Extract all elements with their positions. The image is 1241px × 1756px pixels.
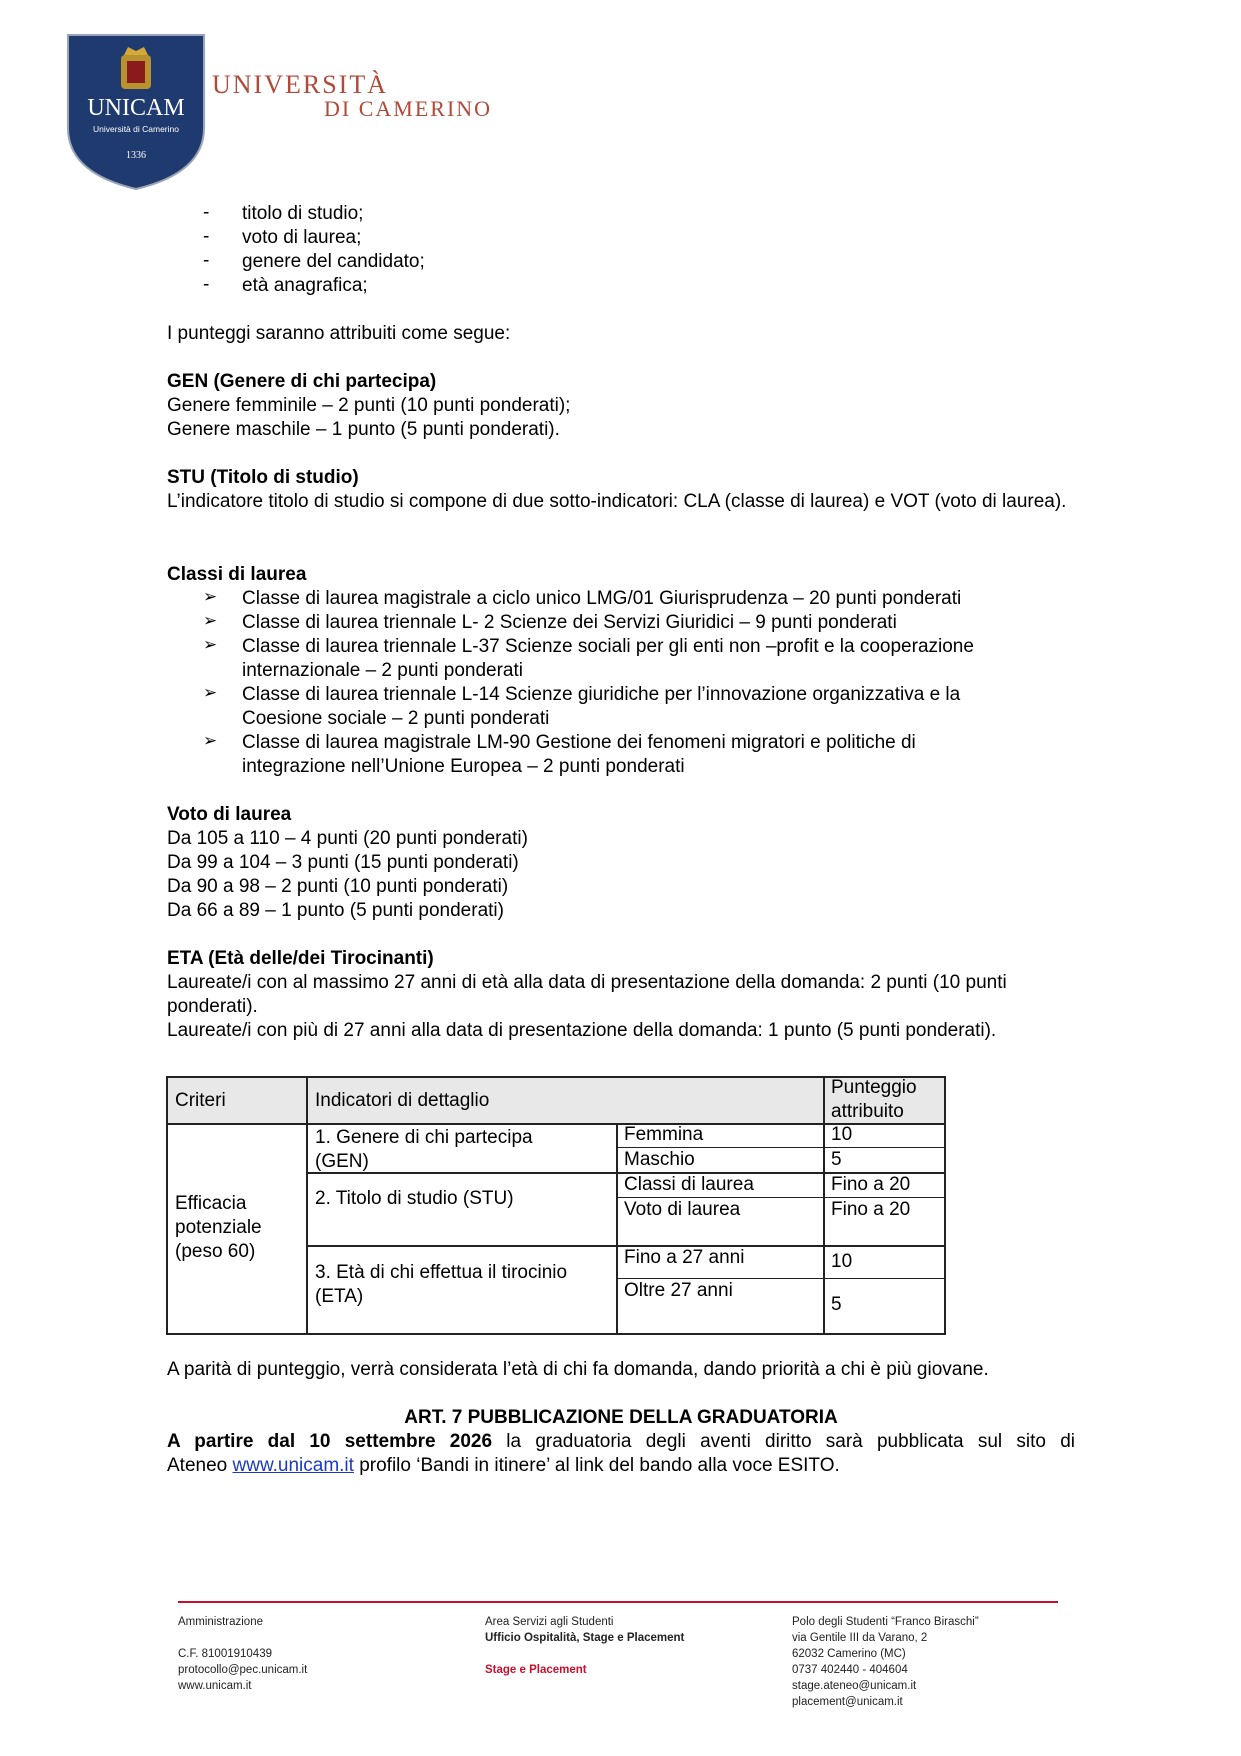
eta-text: Laureate/i con più di 27 anni alla data di presentazione della domanda: 1 punto (5 punti ponderati). [167, 1020, 997, 1041]
shield-name: UNICAM [87, 95, 185, 121]
table-indicator-eta: (ETA) [315, 1286, 364, 1307]
table-header-indicatori: Indicatori di dettaglio [315, 1090, 490, 1111]
voto-line: Da 105 a 110 – 4 punti (20 punti ponderati) [167, 828, 528, 849]
table-indicator-stu: 2. Titolo di studio (STU) [315, 1188, 514, 1209]
university-wordmark [212, 72, 492, 120]
table-points: Fino a 20 [831, 1199, 911, 1220]
eta-text: Laureate/i con al massimo 27 anni di età alla data di presentazione della domanda: 2 punti (10 punti ponderati). [167, 972, 1007, 1017]
art7-heading: ART. 7 PUBBLICAZIONE DELLA GRADUATORIA [404, 1407, 838, 1428]
art7-paragraph-line2: Ateneo www.unicam.it profilo ‘Bandi in itinere’ al link del bando alla voce ESITO. [167, 1455, 840, 1476]
voto-heading: Voto di laurea [167, 804, 292, 825]
shield-year: 1336 [126, 150, 146, 161]
classi-heading: Classi di laurea [167, 564, 307, 585]
stu-heading: STU (Titolo di studio) [167, 467, 359, 488]
unicam-shield-logo [66, 33, 206, 191]
criteria-table [166, 1076, 946, 1335]
footer-col-address: Polo degli Studenti “Franco Biraschi” via Gentile III da Varano, 2 62032 Camerino (MC) 0737 402440 - 404604 stage.ateneo@unicam.it placement@unicam.it [792, 1616, 979, 1708]
table-sub: Femmina [624, 1124, 704, 1145]
stu-text: L’indicatore titolo di studio si compone di due sotto-indicatori: CLA (classe di laurea) e VOT (voto di laurea). [167, 491, 1067, 512]
table-points: 10 [831, 1251, 853, 1272]
table-indicator-gen: 1. Genere di chi partecipa [315, 1127, 533, 1148]
voto-line: Da 90 a 98 – 2 punti (10 punti ponderati) [167, 876, 509, 897]
table-points: 5 [831, 1149, 842, 1170]
table-criterio: potenziale [175, 1217, 262, 1238]
table-indicator-eta: 3. Età di chi effettua il tirocinio [315, 1262, 568, 1283]
parita-text: A parità di punteggio, verrà considerata l’età di chi fa domanda, dando priorità a chi è più giovane. [167, 1359, 989, 1380]
list-item-continued: internazionale – 2 punti ponderati [242, 660, 523, 681]
unicam-website-link[interactable]: www.unicam.it [232, 1455, 354, 1476]
list-item-continued: Coesione sociale – 2 punti ponderati [242, 708, 550, 729]
list-item: Classe di laurea triennale L- 2 Scienze dei Servizi Giuridici – 9 punti ponderati [242, 612, 897, 633]
voto-line: Da 66 a 89 – 1 punto (5 punti ponderati) [167, 900, 504, 921]
table-sub: Fino a 27 anni [624, 1247, 745, 1268]
arrow-bullet-icon: ➢ [203, 635, 218, 654]
arrow-bullet-icon: ➢ [203, 587, 218, 606]
art7-date: A partire dal 10 settembre 2026 [167, 1431, 493, 1452]
table-sub: Classi di laurea [624, 1174, 754, 1195]
table-criterio: (peso 60) [175, 1241, 256, 1262]
art7-paragraph-line1: A partire dal 10 settembre 2026 la graduatoria degli aventi diritto sarà pubblicata sul sito di [167, 1431, 1075, 1452]
table-header-punteggio: Punteggio [831, 1077, 917, 1098]
table-sub: Voto di laurea [624, 1199, 741, 1220]
table-sub: Maschio [624, 1149, 695, 1170]
list-item: Classe di laurea magistrale a ciclo unico LMG/01 Giurisprudenza – 20 punti ponderati [242, 588, 962, 609]
gen-line: Genere femminile – 2 punti (10 punti ponderati); [167, 395, 571, 416]
intro-text: I punteggi saranno attribuiti come segue: [167, 323, 511, 344]
wordmark-line-1: UNIVERSITÀ [212, 70, 388, 99]
table-sub: Oltre 27 anni [624, 1280, 733, 1301]
table-points: 10 [831, 1124, 853, 1145]
arrow-bullet-icon: ➢ [203, 731, 218, 750]
table-header-attribuito: attribuito [831, 1101, 904, 1122]
wordmark-line-2: DI CAMERINO [324, 96, 493, 121]
footer-col-admin: Amministrazione C.F. 81001910439 protocollo@pec.unicam.it www.unicam.it [178, 1616, 308, 1692]
footer-col-office: Area Servizi agli Studenti Ufficio Ospitalità, Stage e Placement Stage e Placement [485, 1616, 685, 1676]
table-criterio: Efficacia [175, 1193, 247, 1214]
crest-icon [121, 47, 151, 89]
shield-subtitle: Università di Camerino [93, 124, 179, 134]
arrow-bullet-icon: ➢ [203, 683, 218, 702]
arrow-bullet-icon: ➢ [203, 611, 218, 630]
list-item-continued: integrazione nell’Unione Europea – 2 punti ponderati [242, 756, 685, 777]
list-item: Classe di laurea triennale L-37 Scienze sociali per gli enti non –profit e la cooperazione [242, 636, 974, 657]
table-points: Fino a 20 [831, 1174, 911, 1195]
list-item: Classe di laurea triennale L-14 Scienze giuridiche per l’innovazione organizzativa e la [242, 684, 961, 705]
table-header-criteri: Criteri [175, 1090, 226, 1111]
gen-heading: GEN (Genere di chi partecipa) [167, 371, 437, 392]
list-item: Classe di laurea magistrale LM-90 Gestione dei fenomeni migratori e politiche di [242, 732, 916, 753]
gen-line: Genere maschile – 1 punto (5 punti ponderati). [167, 419, 560, 440]
voto-line: Da 99 a 104 – 3 punti (15 punti ponderati) [167, 852, 519, 873]
table-indicator-gen: (GEN) [315, 1151, 369, 1172]
table-points: 5 [831, 1294, 842, 1315]
eta-heading: ETA (Età delle/dei Tirocinanti) [167, 948, 434, 969]
footer-divider [178, 1601, 1058, 1603]
